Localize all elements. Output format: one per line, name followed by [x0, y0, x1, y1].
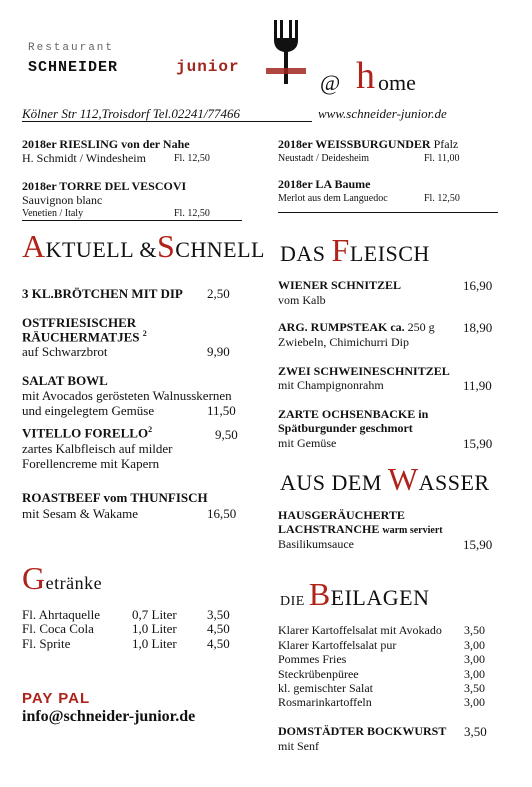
divider [22, 220, 242, 221]
drink-size: 0,7 Liter [132, 607, 177, 622]
section-title-getraenke [22, 560, 102, 597]
side-dish-price: 3,50 [464, 623, 485, 637]
side-dish-name: Steckrübenpüree [278, 667, 359, 681]
section-title-part: LEISCH [349, 241, 430, 266]
side-dish-name: kl. gemischter Salat [278, 681, 373, 695]
section-title-part: ASSER [418, 470, 490, 495]
drink-price: 3,50 [207, 607, 230, 622]
menu-item-title: WIENER SCHNITZEL [278, 278, 402, 292]
menu-item-title: HAUSGERÄUCHERTE [278, 508, 405, 522]
wine-origin: H. Schmidt / Windesheim [22, 151, 146, 165]
menu-item-desc: auf Schwarzbrot [22, 344, 108, 359]
menu-item-title [22, 425, 152, 441]
drink-size: 1,0 Liter [132, 636, 177, 651]
logo-restaurant-label: Restaurant [28, 42, 115, 54]
drink-size: 1,0 Liter [132, 621, 177, 636]
side-dish-name: Pommes Fries [278, 652, 347, 666]
home-initial: h [356, 55, 375, 97]
wine-price: Fl. 12,50 [174, 208, 210, 219]
menu-item-price: 9,50 [215, 427, 238, 442]
wine-region: Pfalz [433, 137, 459, 151]
section-title-part: etränke [45, 573, 103, 593]
drink-price: 4,50 [207, 636, 230, 651]
menu-item-title: DOMSTÄDTER BOCKWURST [278, 724, 447, 738]
menu-item-desc: und eingelegtem Gemüse [22, 403, 155, 418]
section-title-aktuell [22, 228, 265, 265]
email-link[interactable]: info@schneider-junior.de [22, 708, 196, 725]
section-initial: G [22, 560, 46, 596]
menu-item-price: 9,90 [207, 344, 230, 359]
menu-item-price: 15,90 [463, 537, 493, 552]
wine-origin: Neustadt / Deidesheim [278, 153, 370, 164]
menu-item-weight: 250 g [407, 320, 435, 334]
menu-item-title-row [278, 522, 443, 537]
menu-item-desc: mit Avocados gerösteten Walnusskernen [22, 388, 232, 403]
menu-item-desc: mit Senf [278, 739, 319, 753]
menu-item-title: Spätburgunder geschmort [278, 421, 413, 435]
menu-item-desc: mit Champignonrahm [278, 378, 384, 392]
menu-item-title [22, 329, 147, 345]
menu-item-price: 11,90 [463, 378, 492, 393]
side-dish-name: Klarer Kartoffelsalat pur [278, 638, 397, 652]
drink-name: Fl. Coca Cola [22, 621, 94, 636]
menu-item-title: ZWEI SCHWEINESCHNITZEL [278, 364, 450, 378]
side-dish-name: Rosmarinkartoffeln [278, 695, 372, 709]
wine-title: 2018er RIESLING von der Nahe [22, 137, 190, 151]
menu-item-title-part: VITELLO FORELLO [22, 425, 149, 441]
menu-item-title-part: RÄUCHERMATJES [22, 329, 140, 345]
wine-price: Fl. 12,50 [174, 153, 210, 164]
menu-item-title-row [278, 320, 435, 335]
at-sign: @ [320, 70, 341, 95]
divider [278, 212, 498, 213]
wine-variety: Merlot aus dem Languedoc [278, 193, 388, 204]
menu-item-price: 16,90 [463, 278, 493, 293]
side-dish-price: 3,50 [464, 681, 485, 695]
drink-name: Fl. Ahrtaquelle [22, 607, 100, 622]
menu-item-title: 3 KL.BRÖTCHEN MIT DIP [22, 286, 183, 301]
wine-title: 2018er LA Baume [278, 177, 371, 191]
section-title-part: EILAGEN [330, 585, 430, 610]
menu-item-desc: mit Sesam & Wakame [22, 506, 139, 521]
side-dish-price: 3,00 [464, 652, 485, 666]
menu-item-price: 16,50 [207, 506, 237, 521]
section-title-part: KTUELL & [45, 237, 157, 262]
fork-icon [266, 18, 306, 88]
wine-title: 2018er TORRE DEL VESCOVI [22, 179, 187, 193]
side-dish-price: 3,00 [464, 667, 485, 681]
drink-name: Fl. Sprite [22, 636, 71, 651]
section-initial: A [22, 228, 46, 264]
menu-item-price: 18,90 [463, 320, 493, 335]
menu-item-note: warm serviert [382, 525, 443, 536]
logo-junior: junior [176, 58, 240, 76]
wine-variety: Sauvignon blanc [22, 193, 103, 207]
side-dish-price: 3,00 [464, 638, 485, 652]
section-initial: W [387, 461, 419, 497]
section-title-beilagen [280, 576, 429, 613]
address: Kölner Str 112,Troisdorf Tel.02241/77466 [22, 106, 241, 121]
paypal-label: PAY PAL [22, 690, 91, 707]
drink-price: 4,50 [207, 621, 230, 636]
section-title-part: DAS [280, 241, 332, 266]
home-rest: ome [378, 70, 416, 95]
section-initial: B [308, 576, 331, 612]
wine-origin: Venetien / Italy [22, 208, 84, 219]
footnote-mark: 2 [148, 425, 153, 434]
section-initial: F [331, 232, 350, 268]
section-title-part: DIE [280, 594, 309, 609]
menu-item-desc: vom Kalb [278, 293, 326, 307]
menu-item-price: 3,50 [464, 724, 487, 739]
menu-item-title: ROASTBEEF vom THUNFISCH [22, 490, 208, 505]
wine-title: 2018er WEISSBURGUNDER [278, 137, 431, 151]
menu-item-title: LACHSTRANCHE [278, 522, 380, 536]
side-dish-price: 3,00 [464, 695, 485, 709]
menu-item-desc: mit Gemüse [278, 436, 337, 450]
section-title-fleisch [280, 232, 430, 269]
footnote-mark: 2 [142, 329, 147, 338]
section-title-wasser [280, 461, 490, 498]
menu-item-desc: Basilikumsauce [278, 537, 354, 551]
menu-item-desc: Zwiebeln, Chimichurri Dip [278, 335, 409, 349]
website-link[interactable]: www.schneider-junior.de [318, 106, 447, 121]
wine-price: Fl. 12,50 [424, 193, 460, 204]
wine-title-row [278, 137, 458, 152]
menu-item-title: ARG. RUMPSTEAK ca. [278, 320, 405, 334]
section-title-part: AUS DEM [280, 470, 388, 495]
menu-item-desc: Forellencreme mit Kapern [22, 456, 160, 471]
menu-item-title: OSTFRIESISCHER [22, 315, 137, 330]
menu-item-title: ZARTE OCHSENBACKE in [278, 407, 429, 421]
menu-item-desc: zartes Kalbfleisch auf milder [22, 441, 173, 456]
menu-item-title: SALAT BOWL [22, 373, 108, 388]
logo-name: SCHNEIDER [28, 59, 119, 76]
menu-item-price: 15,90 [463, 436, 493, 451]
section-title-part: CHNELL [175, 237, 265, 262]
side-dish-name: Klarer Kartoffelsalat mit Avokado [278, 623, 442, 637]
menu-item-price: 11,50 [207, 403, 236, 418]
section-initial: S [156, 228, 176, 264]
menu-item-price: 2,50 [207, 286, 230, 301]
divider [22, 121, 312, 122]
wine-price: Fl. 11,00 [424, 153, 460, 164]
